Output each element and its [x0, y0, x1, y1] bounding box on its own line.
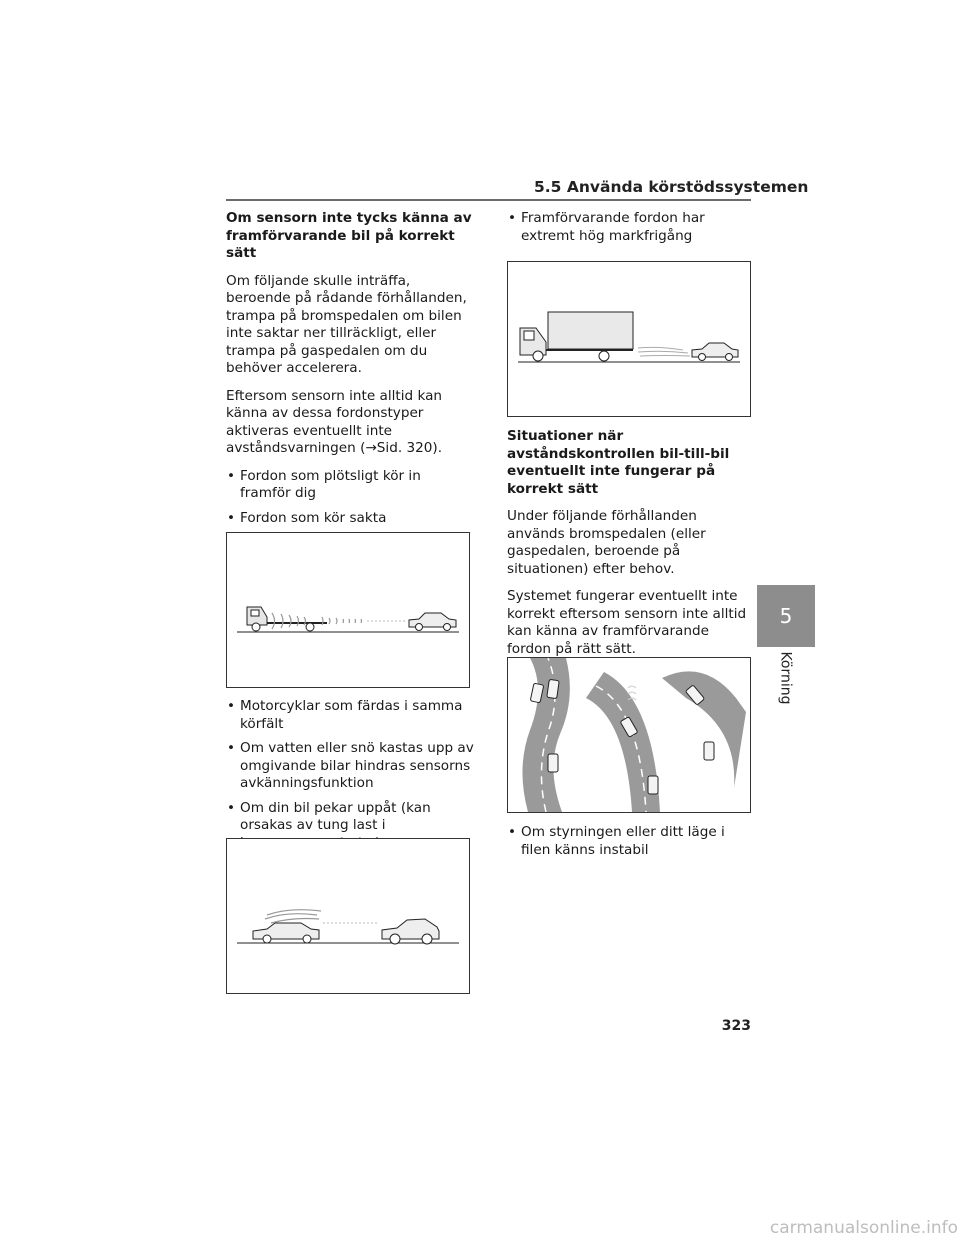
illustration-curved-roads [507, 657, 751, 813]
section-title: 5.5 Använda körstödssystemen [534, 178, 809, 196]
right-column-top [507, 210, 755, 252]
illustration-empty-trailer [226, 532, 470, 688]
right-paragraph-1: Under följande förhållanden används bromspedalen (eller gaspedalen, beroende på situationen) efter behov. [507, 508, 706, 577]
list-item: • Motorcyklar som färdas i samma körfält [227, 698, 463, 732]
header-divider [226, 199, 751, 201]
page-number: 323 [721, 1018, 751, 1034]
list-item: • Om styrningen eller ditt läge i filen känns instabil [508, 824, 725, 858]
bullet-marker: • [227, 740, 236, 756]
list-item: • Fordon som plötsligt kör in framför dig [227, 467, 421, 501]
left-heading: Om sensorn inte tycks känna av framförvarande bil på korrekt sätt [226, 210, 472, 261]
left-paragraph-2: Eftersom sensorn inte alltid kan känna av dessa fordonstyper aktiveras eventuellt inte avståndsvarningen (→Sid. 320). [226, 387, 443, 456]
watermark: carmanualsonline.info [769, 1218, 958, 1238]
chapter-label: Körning [778, 651, 794, 705]
bullet-marker: • [508, 210, 517, 226]
list-item: • Om din bil pekar uppåt (kan orsakas av tung last i [227, 799, 431, 833]
left-column-lower [226, 698, 474, 859]
right-heading: Situationer när avståndskontrollen bil-till-bil eventuellt inte fungerar på korrekt sätt [507, 428, 730, 497]
bullet-marker: • [227, 799, 236, 816]
illustration-car-pointing-up [226, 838, 470, 994]
bullet-marker: • [227, 467, 236, 484]
bullet-marker: • [508, 824, 517, 840]
bullet-marker: • [227, 509, 236, 526]
right-paragraph-2: Systemet fungerar eventuellt inte korrekt eftersom sensorn inte alltid kan känna av framförvarande fordon på rätt sätt. [507, 588, 747, 657]
bullet-marker: • [227, 698, 236, 714]
chapter-tab: 5 [757, 585, 815, 647]
left-paragraph-1: Om följande skulle inträffa, beroende på rådande förhållanden, trampa på bromspedalen om bilen inte saktar ner tillräckligt, eller trampa på gaspedalen om du behöver accelerera. [226, 272, 467, 376]
list-item: • Om vatten eller snö kastas upp av omgivande bilar hindras sensorns avkänningsfunktion [227, 740, 474, 791]
illustration-high-clearance [507, 261, 751, 417]
list-item: • Fordon som kör sakta [227, 509, 387, 526]
list-item: • Framförvarande fordon har extremt hög markfrigång [508, 210, 705, 244]
right-column-bottom [507, 824, 755, 866]
